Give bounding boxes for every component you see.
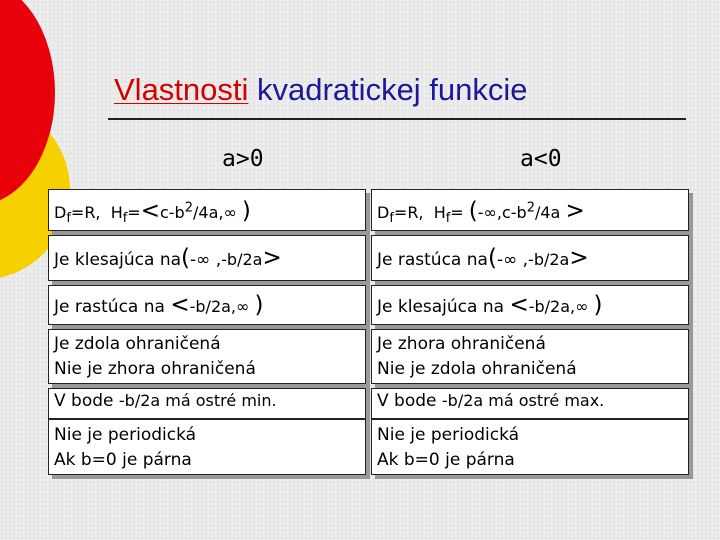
title-part-1: Vlastnosti xyxy=(114,72,249,107)
cell-left-extremum: V bode -b/2a má ostré min. xyxy=(48,388,366,419)
cell-right-domain-range: $D_f=R$, $H_f= (-\infty,c-b^2/4a$ > xyxy=(371,189,689,231)
column-header-right: a<0 xyxy=(520,146,562,172)
cell-left-periodicity-parity: Nie je periodická Ak b=0 je párna xyxy=(48,419,366,475)
cell-right-extremum: V bode -b/2a má ostré max. xyxy=(371,388,689,419)
cell-right-periodicity-parity: Nie je periodická Ak b=0 je párna xyxy=(371,419,689,475)
slide-title xyxy=(114,72,528,108)
column-header-left: a>0 xyxy=(222,146,264,172)
cell-right-increasing: Je rastúca na(-∞ ,-b/2a> xyxy=(371,235,689,281)
cell-right-boundedness: Je zhora ohraničená Nie je zdola ohraničená xyxy=(371,329,689,384)
cell-left-boundedness: Je zdola ohraničená Nie je zhora ohraničená xyxy=(48,329,366,384)
title-rule xyxy=(108,118,686,120)
title-part-2: kvadratickej funkcie xyxy=(248,72,528,107)
cell-left-increasing: Je rastúca na <-b/2a,∞ ) xyxy=(48,285,366,325)
cell-left-domain-range: $D_f=R$, $H_f=<c-b^2/4a,\infty$ ) xyxy=(48,189,366,231)
cell-left-decreasing: Je klesajúca na(-∞ ,-b/2a> xyxy=(48,235,366,281)
cell-right-decreasing: Je klesajúca na <-b/2a,∞ ) xyxy=(371,285,689,325)
